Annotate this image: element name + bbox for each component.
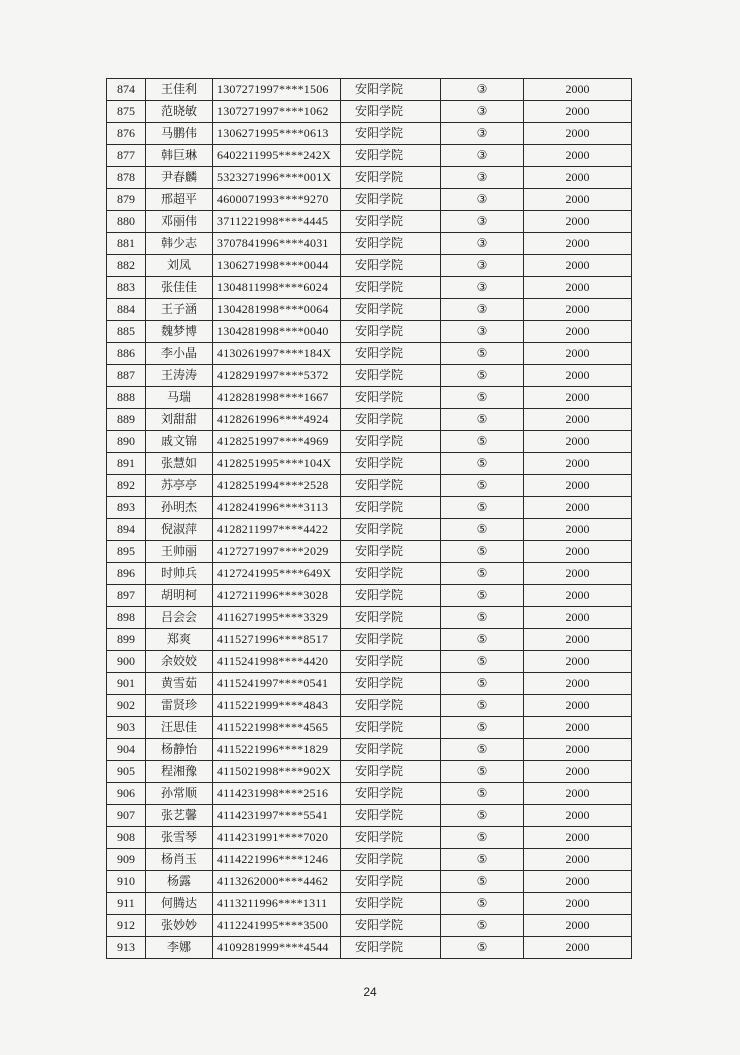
row-number-cell: 881 (107, 233, 146, 255)
student-name-cell: 韩少志 (146, 233, 213, 255)
student-name-cell: 时帅兵 (146, 563, 213, 585)
amount-cell: 2000 (524, 365, 632, 387)
student-name-cell: 杨静怡 (146, 739, 213, 761)
row-number-cell: 887 (107, 365, 146, 387)
table-row (107, 717, 632, 739)
school-name-cell: 安阳学院 (341, 915, 441, 937)
id-number-cell: 4127271997****2029 (213, 541, 341, 563)
school-name-cell: 安阳学院 (341, 277, 441, 299)
student-name-cell: 王佳利 (146, 79, 213, 101)
school-name-cell: 安阳学院 (341, 167, 441, 189)
amount-cell: 2000 (524, 189, 632, 211)
table-row (107, 937, 632, 959)
school-name-cell: 安阳学院 (341, 409, 441, 431)
table-row (107, 563, 632, 585)
category-mark-cell: ⑤ (441, 475, 524, 497)
row-number-cell: 911 (107, 893, 146, 915)
amount-cell: 2000 (524, 717, 632, 739)
student-name-cell: 孙明杰 (146, 497, 213, 519)
school-name-cell: 安阳学院 (341, 123, 441, 145)
amount-cell: 2000 (524, 497, 632, 519)
amount-cell: 2000 (524, 387, 632, 409)
student-name-cell: 戚文锦 (146, 431, 213, 453)
category-mark-cell: ⑤ (441, 937, 524, 959)
row-number-cell: 889 (107, 409, 146, 431)
student-name-cell: 胡明柯 (146, 585, 213, 607)
id-number-cell: 4600071993****9270 (213, 189, 341, 211)
table-row (107, 673, 632, 695)
row-number-cell: 905 (107, 761, 146, 783)
amount-cell: 2000 (524, 343, 632, 365)
row-number-cell: 888 (107, 387, 146, 409)
row-number-cell: 898 (107, 607, 146, 629)
row-number-cell: 885 (107, 321, 146, 343)
amount-cell: 2000 (524, 167, 632, 189)
amount-cell: 2000 (524, 541, 632, 563)
category-mark-cell: ⑤ (441, 629, 524, 651)
roster-table (106, 78, 632, 959)
category-mark-cell: ③ (441, 299, 524, 321)
school-name-cell: 安阳学院 (341, 497, 441, 519)
category-mark-cell: ⑤ (441, 497, 524, 519)
id-number-cell: 1306271998****0044 (213, 255, 341, 277)
category-mark-cell: ⑤ (441, 695, 524, 717)
row-number-cell: 895 (107, 541, 146, 563)
category-mark-cell: ⑤ (441, 673, 524, 695)
row-number-cell: 902 (107, 695, 146, 717)
table-row (107, 321, 632, 343)
roster-table-body (107, 79, 632, 959)
id-number-cell: 1304281998****0040 (213, 321, 341, 343)
id-number-cell: 4127211996****3028 (213, 585, 341, 607)
school-name-cell: 安阳学院 (341, 695, 441, 717)
row-number-cell: 874 (107, 79, 146, 101)
row-number-cell: 876 (107, 123, 146, 145)
school-name-cell: 安阳学院 (341, 233, 441, 255)
id-number-cell: 4115221996****1829 (213, 739, 341, 761)
student-name-cell: 张佳佳 (146, 277, 213, 299)
school-name-cell: 安阳学院 (341, 585, 441, 607)
category-mark-cell: ③ (441, 255, 524, 277)
amount-cell: 2000 (524, 915, 632, 937)
amount-cell: 2000 (524, 651, 632, 673)
table-row (107, 365, 632, 387)
category-mark-cell: ⑤ (441, 541, 524, 563)
student-name-cell: 郑爽 (146, 629, 213, 651)
student-name-cell: 苏亭亭 (146, 475, 213, 497)
amount-cell: 2000 (524, 783, 632, 805)
id-number-cell: 4115221998****4565 (213, 717, 341, 739)
row-number-cell: 899 (107, 629, 146, 651)
amount-cell: 2000 (524, 519, 632, 541)
id-number-cell: 4114221996****1246 (213, 849, 341, 871)
school-name-cell: 安阳学院 (341, 717, 441, 739)
school-name-cell: 安阳学院 (341, 541, 441, 563)
school-name-cell: 安阳学院 (341, 101, 441, 123)
id-number-cell: 4127241995****649X (213, 563, 341, 585)
school-name-cell: 安阳学院 (341, 453, 441, 475)
row-number-cell: 900 (107, 651, 146, 673)
id-number-cell: 1307271997****1062 (213, 101, 341, 123)
category-mark-cell: ③ (441, 145, 524, 167)
school-name-cell: 安阳学院 (341, 937, 441, 959)
row-number-cell: 910 (107, 871, 146, 893)
row-number-cell: 890 (107, 431, 146, 453)
student-name-cell: 黄雪茹 (146, 673, 213, 695)
category-mark-cell: ⑤ (441, 607, 524, 629)
row-number-cell: 879 (107, 189, 146, 211)
amount-cell: 2000 (524, 79, 632, 101)
category-mark-cell: ⑤ (441, 893, 524, 915)
category-mark-cell: ⑤ (441, 805, 524, 827)
id-number-cell: 1306271995****0613 (213, 123, 341, 145)
student-name-cell: 杨肖玉 (146, 849, 213, 871)
category-mark-cell: ⑤ (441, 387, 524, 409)
student-name-cell: 尹春麟 (146, 167, 213, 189)
student-name-cell: 范晓敏 (146, 101, 213, 123)
table-row (107, 233, 632, 255)
id-number-cell: 1304281998****0064 (213, 299, 341, 321)
category-mark-cell: ③ (441, 123, 524, 145)
id-number-cell: 4115221999****4843 (213, 695, 341, 717)
amount-cell: 2000 (524, 673, 632, 695)
id-number-cell: 4113262000****4462 (213, 871, 341, 893)
student-name-cell: 倪淑萍 (146, 519, 213, 541)
category-mark-cell: ③ (441, 189, 524, 211)
student-name-cell: 邢超平 (146, 189, 213, 211)
school-name-cell: 安阳学院 (341, 255, 441, 277)
id-number-cell: 5323271996****001X (213, 167, 341, 189)
row-number-cell: 884 (107, 299, 146, 321)
category-mark-cell: ⑤ (441, 431, 524, 453)
amount-cell: 2000 (524, 475, 632, 497)
category-mark-cell: ⑤ (441, 651, 524, 673)
student-name-cell: 张艺馨 (146, 805, 213, 827)
student-name-cell: 刘凤 (146, 255, 213, 277)
category-mark-cell: ⑤ (441, 739, 524, 761)
table-row (107, 189, 632, 211)
id-number-cell: 3711221998****4445 (213, 211, 341, 233)
school-name-cell: 安阳学院 (341, 321, 441, 343)
amount-cell: 2000 (524, 629, 632, 651)
school-name-cell: 安阳学院 (341, 893, 441, 915)
table-row (107, 145, 632, 167)
amount-cell: 2000 (524, 233, 632, 255)
school-name-cell: 安阳学院 (341, 299, 441, 321)
id-number-cell: 4113211996****1311 (213, 893, 341, 915)
table-row (107, 541, 632, 563)
student-name-cell: 王子涵 (146, 299, 213, 321)
category-mark-cell: ⑤ (441, 343, 524, 365)
id-number-cell: 6402211995****242X (213, 145, 341, 167)
id-number-cell: 4109281999****4544 (213, 937, 341, 959)
category-mark-cell: ③ (441, 321, 524, 343)
table-row (107, 497, 632, 519)
table-row (107, 453, 632, 475)
category-mark-cell: ⑤ (441, 761, 524, 783)
id-number-cell: 4128251997****4969 (213, 431, 341, 453)
category-mark-cell: ⑤ (441, 849, 524, 871)
amount-cell: 2000 (524, 211, 632, 233)
school-name-cell: 安阳学院 (341, 651, 441, 673)
category-mark-cell: ③ (441, 233, 524, 255)
student-name-cell: 马鹏伟 (146, 123, 213, 145)
id-number-cell: 4115241997****0541 (213, 673, 341, 695)
category-mark-cell: ③ (441, 167, 524, 189)
table-row (107, 343, 632, 365)
amount-cell: 2000 (524, 937, 632, 959)
category-mark-cell: ⑤ (441, 519, 524, 541)
table-row (107, 607, 632, 629)
row-number-cell: 893 (107, 497, 146, 519)
student-name-cell: 何腾达 (146, 893, 213, 915)
id-number-cell: 4114231997****5541 (213, 805, 341, 827)
amount-cell: 2000 (524, 453, 632, 475)
id-number-cell: 4115241998****4420 (213, 651, 341, 673)
amount-cell: 2000 (524, 101, 632, 123)
category-mark-cell: ③ (441, 211, 524, 233)
school-name-cell: 安阳学院 (341, 343, 441, 365)
school-name-cell: 安阳学院 (341, 387, 441, 409)
row-number-cell: 909 (107, 849, 146, 871)
school-name-cell: 安阳学院 (341, 607, 441, 629)
id-number-cell: 4130261997****184X (213, 343, 341, 365)
category-mark-cell: ⑤ (441, 365, 524, 387)
row-number-cell: 880 (107, 211, 146, 233)
school-name-cell: 安阳学院 (341, 189, 441, 211)
table-row (107, 211, 632, 233)
id-number-cell: 4112241995****3500 (213, 915, 341, 937)
amount-cell: 2000 (524, 321, 632, 343)
category-mark-cell: ③ (441, 101, 524, 123)
id-number-cell: 4128291997****5372 (213, 365, 341, 387)
table-row (107, 299, 632, 321)
row-number-cell: 897 (107, 585, 146, 607)
category-mark-cell: ⑤ (441, 783, 524, 805)
amount-cell: 2000 (524, 739, 632, 761)
amount-cell: 2000 (524, 255, 632, 277)
student-name-cell: 王帅丽 (146, 541, 213, 563)
amount-cell: 2000 (524, 827, 632, 849)
amount-cell: 2000 (524, 585, 632, 607)
table-row (107, 123, 632, 145)
id-number-cell: 4116271995****3329 (213, 607, 341, 629)
id-number-cell: 1307271997****1506 (213, 79, 341, 101)
row-number-cell: 877 (107, 145, 146, 167)
amount-cell: 2000 (524, 431, 632, 453)
id-number-cell: 4114231998****2516 (213, 783, 341, 805)
row-number-cell: 882 (107, 255, 146, 277)
student-name-cell: 程湘豫 (146, 761, 213, 783)
row-number-cell: 907 (107, 805, 146, 827)
school-name-cell: 安阳学院 (341, 739, 441, 761)
row-number-cell: 875 (107, 101, 146, 123)
amount-cell: 2000 (524, 695, 632, 717)
row-number-cell: 906 (107, 783, 146, 805)
table-row (107, 849, 632, 871)
category-mark-cell: ⑤ (441, 585, 524, 607)
id-number-cell: 4115021998****902X (213, 761, 341, 783)
student-name-cell: 魏梦博 (146, 321, 213, 343)
amount-cell: 2000 (524, 849, 632, 871)
table-row (107, 387, 632, 409)
row-number-cell: 896 (107, 563, 146, 585)
category-mark-cell: ⑤ (441, 717, 524, 739)
school-name-cell: 安阳学院 (341, 849, 441, 871)
school-name-cell: 安阳学院 (341, 673, 441, 695)
table-row (107, 277, 632, 299)
amount-cell: 2000 (524, 563, 632, 585)
amount-cell: 2000 (524, 607, 632, 629)
student-name-cell: 杨露 (146, 871, 213, 893)
category-mark-cell: ⑤ (441, 915, 524, 937)
category-mark-cell: ⑤ (441, 871, 524, 893)
id-number-cell: 4128251995****104X (213, 453, 341, 475)
amount-cell: 2000 (524, 409, 632, 431)
row-number-cell: 891 (107, 453, 146, 475)
table-row (107, 761, 632, 783)
amount-cell: 2000 (524, 145, 632, 167)
table-row (107, 519, 632, 541)
table-row (107, 783, 632, 805)
student-name-cell: 吕会会 (146, 607, 213, 629)
id-number-cell: 4114231991****7020 (213, 827, 341, 849)
school-name-cell: 安阳学院 (341, 211, 441, 233)
school-name-cell: 安阳学院 (341, 475, 441, 497)
row-number-cell: 878 (107, 167, 146, 189)
category-mark-cell: ③ (441, 277, 524, 299)
student-name-cell: 汪思佳 (146, 717, 213, 739)
category-mark-cell: ⑤ (441, 827, 524, 849)
row-number-cell: 892 (107, 475, 146, 497)
school-name-cell: 安阳学院 (341, 145, 441, 167)
student-name-cell: 余姣姣 (146, 651, 213, 673)
id-number-cell: 4128241996****3113 (213, 497, 341, 519)
table-row (107, 475, 632, 497)
student-name-cell: 张慧如 (146, 453, 213, 475)
student-name-cell: 刘甜甜 (146, 409, 213, 431)
student-name-cell: 王涛涛 (146, 365, 213, 387)
school-name-cell: 安阳学院 (341, 827, 441, 849)
school-name-cell: 安阳学院 (341, 365, 441, 387)
student-name-cell: 雷贤珍 (146, 695, 213, 717)
amount-cell: 2000 (524, 893, 632, 915)
row-number-cell: 908 (107, 827, 146, 849)
page-number: 24 (363, 985, 377, 999)
table-row (107, 629, 632, 651)
row-number-cell: 904 (107, 739, 146, 761)
school-name-cell: 安阳学院 (341, 79, 441, 101)
student-name-cell: 张雪琴 (146, 827, 213, 849)
amount-cell: 2000 (524, 299, 632, 321)
table-row (107, 167, 632, 189)
school-name-cell: 安阳学院 (341, 519, 441, 541)
category-mark-cell: ⑤ (441, 409, 524, 431)
amount-cell: 2000 (524, 871, 632, 893)
school-name-cell: 安阳学院 (341, 629, 441, 651)
school-name-cell: 安阳学院 (341, 783, 441, 805)
school-name-cell: 安阳学院 (341, 761, 441, 783)
table-row (107, 255, 632, 277)
id-number-cell: 4128261996****4924 (213, 409, 341, 431)
student-name-cell: 邓丽伟 (146, 211, 213, 233)
table-row (107, 409, 632, 431)
school-name-cell: 安阳学院 (341, 431, 441, 453)
category-mark-cell: ⑤ (441, 453, 524, 475)
id-number-cell: 3707841996****4031 (213, 233, 341, 255)
category-mark-cell: ⑤ (441, 563, 524, 585)
row-number-cell: 903 (107, 717, 146, 739)
table-row (107, 805, 632, 827)
school-name-cell: 安阳学院 (341, 805, 441, 827)
amount-cell: 2000 (524, 761, 632, 783)
table-row (107, 739, 632, 761)
id-number-cell: 4128211997****4422 (213, 519, 341, 541)
amount-cell: 2000 (524, 805, 632, 827)
amount-cell: 2000 (524, 123, 632, 145)
student-name-cell: 孙常顺 (146, 783, 213, 805)
student-name-cell: 李娜 (146, 937, 213, 959)
table-row (107, 651, 632, 673)
table-row (107, 827, 632, 849)
amount-cell: 2000 (524, 277, 632, 299)
table-row (107, 695, 632, 717)
table-row (107, 871, 632, 893)
row-number-cell: 883 (107, 277, 146, 299)
table-row (107, 585, 632, 607)
category-mark-cell: ③ (441, 79, 524, 101)
id-number-cell: 4115271996****8517 (213, 629, 341, 651)
row-number-cell: 912 (107, 915, 146, 937)
row-number-cell: 886 (107, 343, 146, 365)
student-name-cell: 韩巨琳 (146, 145, 213, 167)
table-row (107, 101, 632, 123)
table-row (107, 431, 632, 453)
row-number-cell: 901 (107, 673, 146, 695)
id-number-cell: 1304811998****6024 (213, 277, 341, 299)
row-number-cell: 913 (107, 937, 146, 959)
id-number-cell: 4128281998****1667 (213, 387, 341, 409)
school-name-cell: 安阳学院 (341, 563, 441, 585)
student-name-cell: 李小晶 (146, 343, 213, 365)
row-number-cell: 894 (107, 519, 146, 541)
student-name-cell: 马瑞 (146, 387, 213, 409)
table-row (107, 915, 632, 937)
table-row (107, 79, 632, 101)
student-name-cell: 张妙妙 (146, 915, 213, 937)
school-name-cell: 安阳学院 (341, 871, 441, 893)
table-row (107, 893, 632, 915)
id-number-cell: 4128251994****2528 (213, 475, 341, 497)
